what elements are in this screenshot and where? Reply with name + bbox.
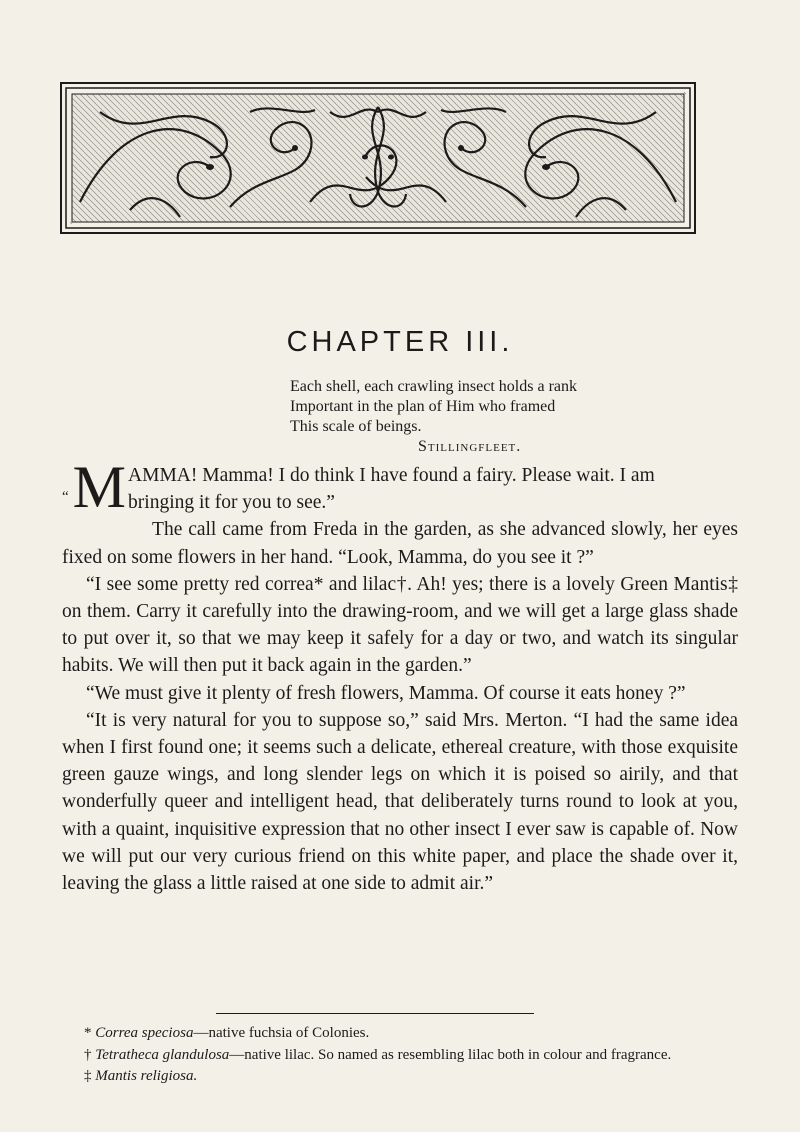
footnote-text: —native fuchsia of Colonies. [193, 1025, 370, 1041]
footnote [62, 1023, 738, 1045]
paragraph: “It is very natural for you to suppose so,” said Mrs. Merton. “I had the same idea when I first found one; it seems such a delicate, ethereal creature, with those exquisite green gauze wings, and long slender legs on which it is poised so airily, and that wonderfully queer and intelligent head, that deliberately turns round to look at you, with a quaint, inquisitive expression that no other insect I ever saw is capable of. Now we will put our very curious friend on this white paper, and place the shade over it, leaving the glass a little raised at one side to admit air.” [62, 709, 738, 895]
opening-quote: “ [62, 489, 69, 505]
chapter-body [62, 454, 738, 897]
opening-line-2: bringing it for you to see.” [128, 492, 335, 514]
footnote-term: Correa speciosa [95, 1025, 194, 1041]
footnotes [62, 1023, 738, 1088]
footnote [62, 1045, 738, 1067]
drop-cap [62, 454, 127, 520]
chapter-title: CHAPTER III. [286, 326, 514, 358]
ornamental-headpiece [60, 82, 696, 234]
footnote-mark: ‡ [84, 1068, 92, 1084]
paragraph: “I see some pretty red correa* and lilac†. Ah! yes; there is a lovely Green Mantis‡ on them. Carry it carefully into the drawing-room, and we will get a large glass shade to put over it, so that we may keep it safely for a day or two, and watch its singular habits. We will then put it back again in the garden.” [62, 573, 738, 677]
footnote-term: Mantis religiosa. [95, 1068, 198, 1084]
footnote-divider [216, 1013, 534, 1014]
footnote [62, 1066, 738, 1088]
epigraph-line: Each shell, each crawling insect holds a rank [290, 378, 577, 395]
footnote-term: Tetratheca glandulosa [95, 1046, 230, 1063]
opening-paragraph [62, 454, 738, 520]
footnote-mark: * [84, 1025, 92, 1041]
paragraph: The call came from Freda in the garden, as she advanced slowly, her eyes fixed on some flowers in her hand. “Look, Mamma, do you see it ?” [62, 519, 738, 568]
footnote-text: —native lilac. So named as resembling lilac both in colour and fragrance. [229, 1046, 672, 1063]
epigraph-attribution: Stillingfleet. [418, 438, 522, 455]
paragraph: “We must give it plenty of fresh flowers, Mamma. Of course it eats honey ?” [86, 682, 686, 704]
footnote-mark: † [84, 1046, 92, 1063]
opening-line-1: AMMA! Mamma! I do think I have found a fairy. Please wait. I am [128, 465, 655, 486]
scrollwork-ornament-icon [60, 82, 696, 234]
epigraph-line: This scale of beings. [290, 418, 422, 435]
drop-cap-letter: M [72, 454, 127, 520]
epigraph [290, 377, 577, 457]
epigraph-line: Important in the plan of Him who framed [290, 398, 556, 415]
